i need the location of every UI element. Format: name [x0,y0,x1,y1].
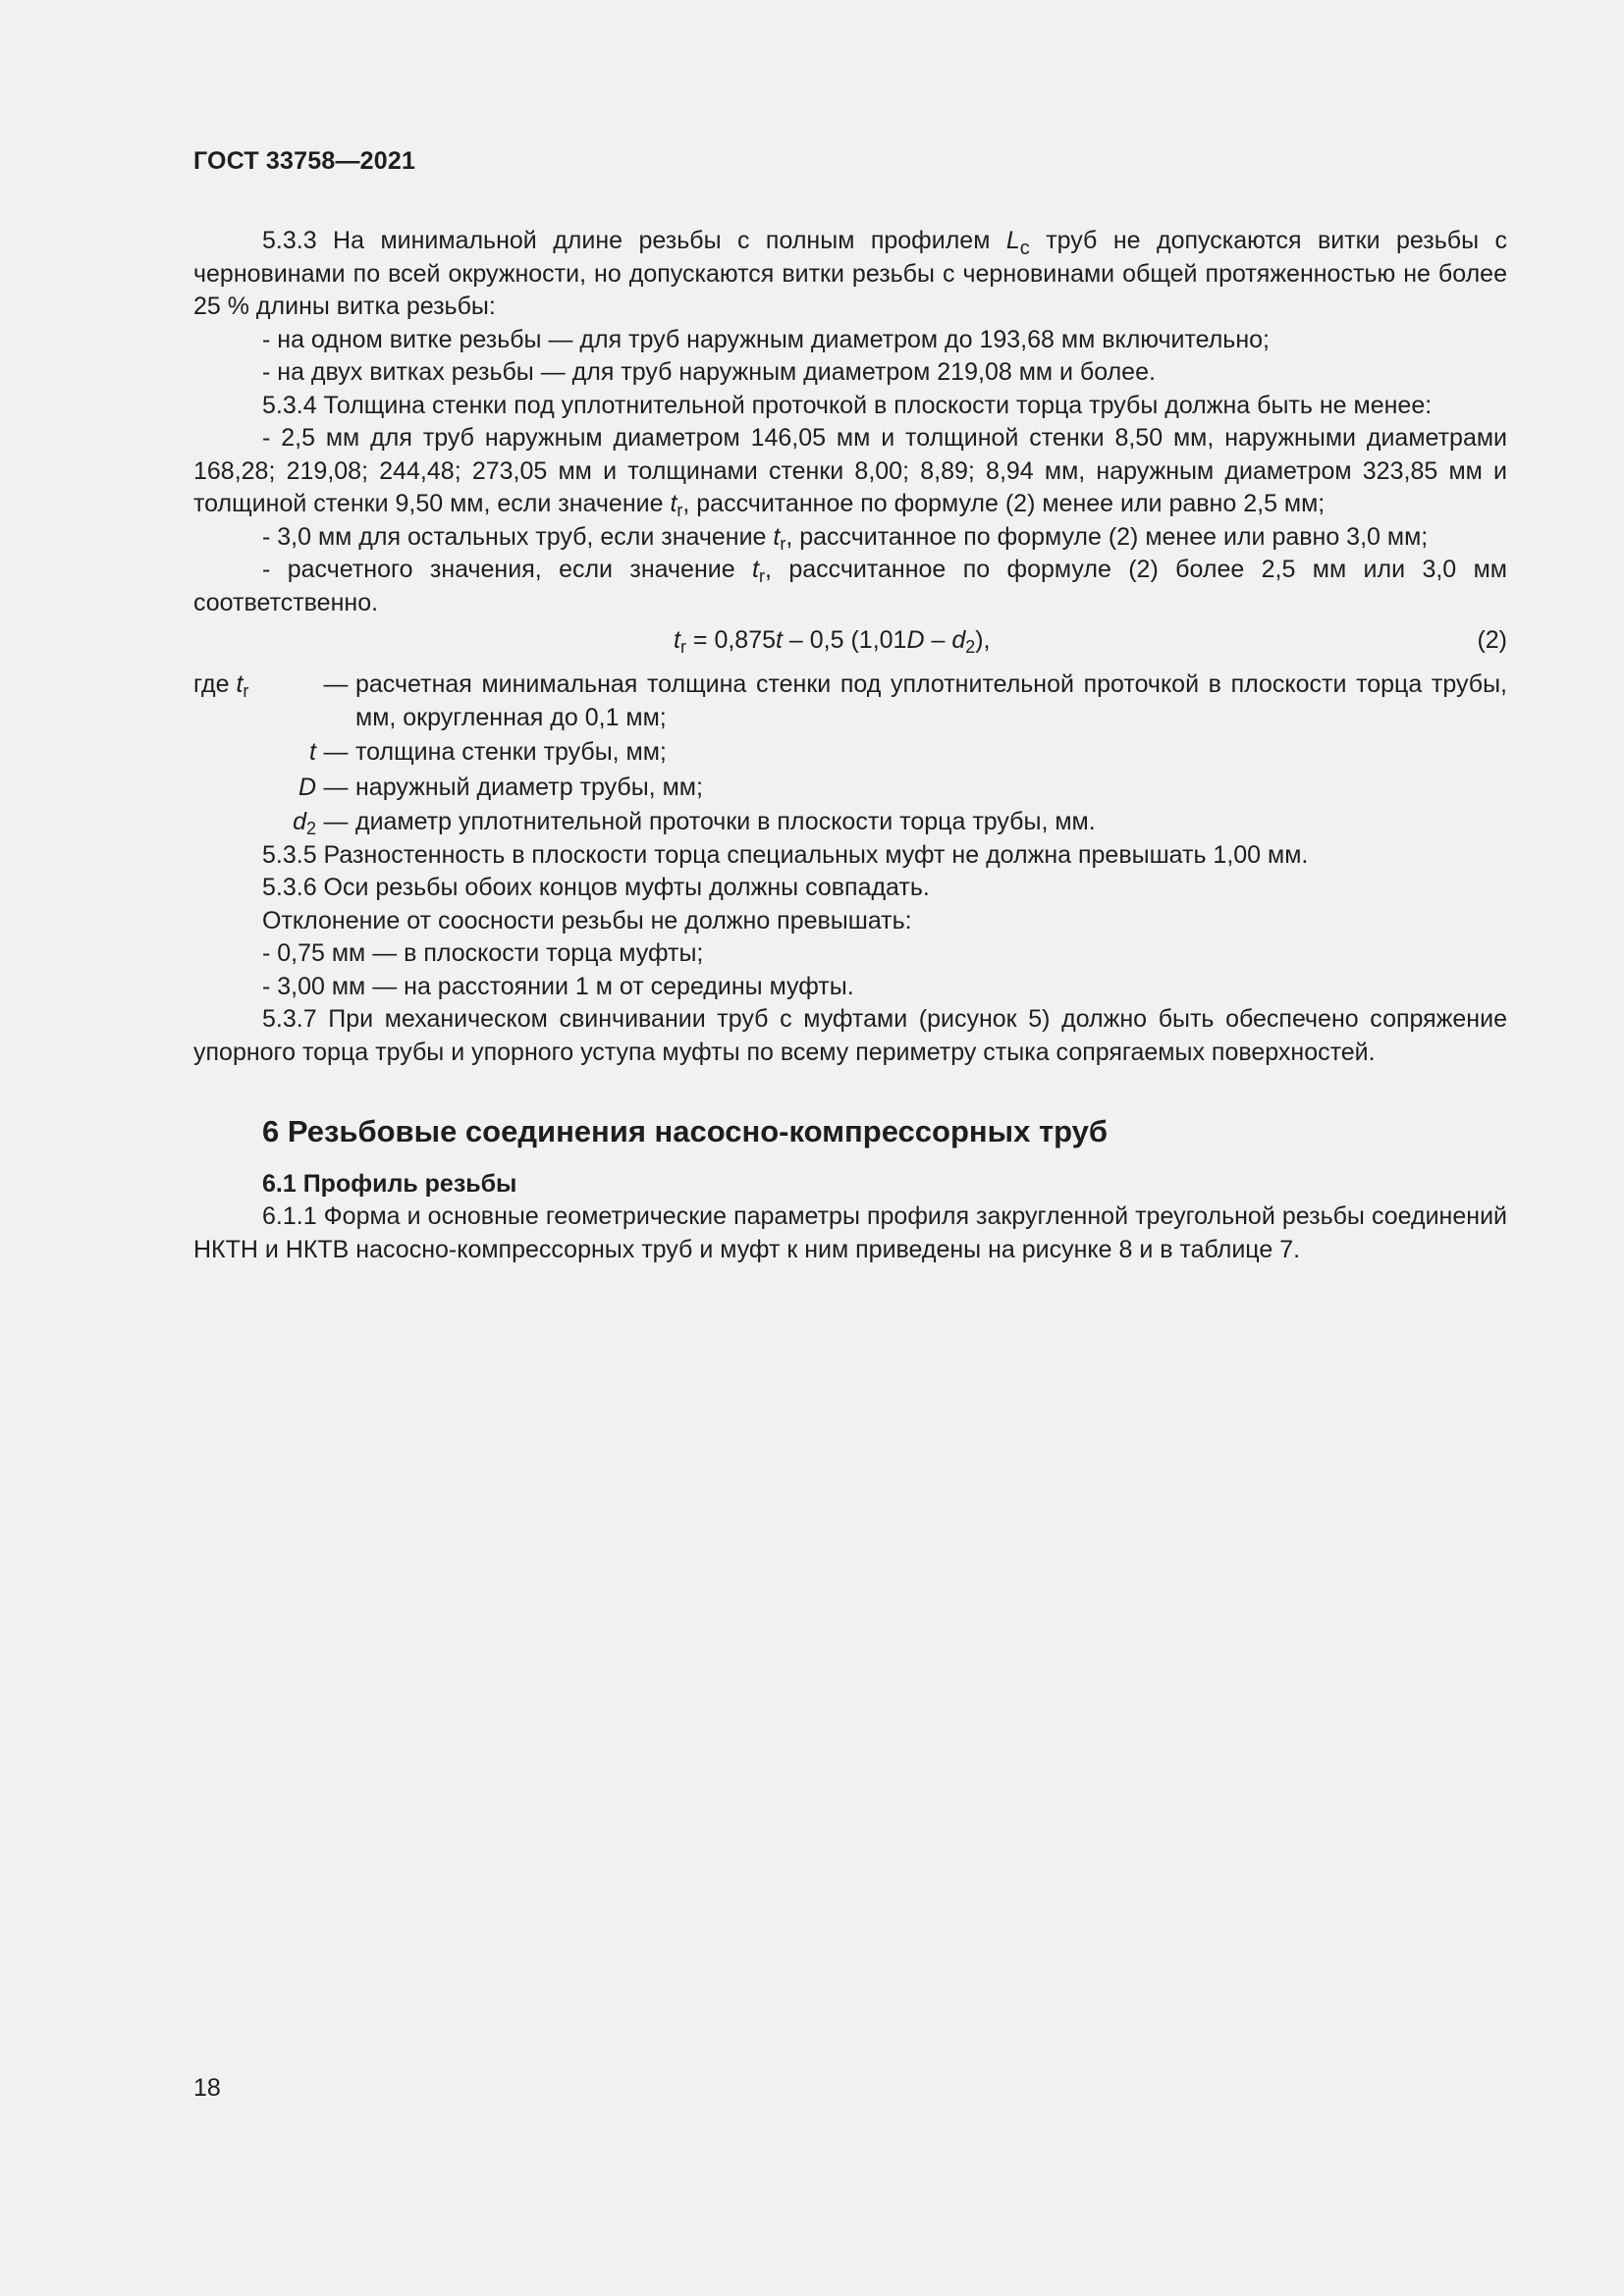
subscript-r: r [679,637,686,657]
definition-text: диаметр уплотнительной проточки в плоскости торца трубы, мм. [355,808,1096,835]
list-item [193,521,1507,555]
definition-term [193,668,316,702]
page-number: 18 [193,2074,221,2102]
definition-term [193,806,316,839]
list-item [193,554,1507,619]
definition-dash: — [323,670,349,698]
definition-text: толщина стенки трубы, мм; [355,738,667,766]
symbol-D: D [906,626,925,654]
text-run: - 3,0 мм для остальных труб, если значение [262,522,774,551]
formula-expression [674,624,991,658]
text-run: - расчетного значения, если значение [262,556,753,583]
formula-part: – 0,5 (1,01 [782,626,907,654]
paragraph-6-1-1: 6.1.1 Форма и основные геометрические параметры профиля закругленной треугольной резьбы соединений НКТН и НКТВ насосно-компрессорных труб и муфт к ним приведены на рисунке 8 и в таблице 7. [193,1202,1507,1263]
document-header: ГОСТ 33758—2021 [193,147,416,175]
symbol-t: t [670,490,677,517]
symbol-t: t [309,738,316,766]
paragraph-5-3-5: 5.3.5 Разностенность в плоскости торца специальных муфт не должна превышать 1,00 мм. [262,840,1309,869]
text-run: , рассчитанное по формуле (2) более 2,5 мм или 3,0 мм соответственно. [193,556,1507,616]
text-run: труб не допускаются витки резьбы с черновинами по всей окружности, но допускаются витки резьбы с черновинами общей протяженностью не более 25 % длины витка резьбы: [193,227,1507,320]
list-item: - 3,00 мм — на расстоянии 1 м от середины муфты. [262,972,854,1000]
definition-term [193,736,316,770]
text-run: - 2,5 мм для труб наружным диаметром 146,05 мм и толщиной стенки 8,50 мм, наружными диаметрами 168,28; 219,08; 244,48; 273,05 мм и толщинами стенки 8,00; 8,89; 8,94 мм, наружным диаметром 323,85 мм и толщиной стенки 9,50 мм, если значение [193,424,1507,517]
subscript-r: r [243,681,249,701]
text-run: , рассчитанное по формуле (2) менее или равно 2,5 мм; [682,490,1326,517]
symbol-t: t [674,626,680,654]
formula-number: (2) [1477,626,1507,654]
subscript-r: r [677,501,683,520]
document-body [193,225,1507,1266]
section-6-heading: 6 Резьбовые соединения насосно-компрессорных труб [262,1114,1109,1148]
list-item: - 0,75 мм — в плоскости торца муфты; [262,939,704,967]
definition-d2 [193,806,1507,839]
subscript-2: 2 [305,819,316,838]
subscript-r: r [780,533,786,554]
symbol-d: d [951,626,966,654]
formula-part: = 0,875 [685,626,777,654]
subscript-c: с [1019,238,1030,259]
list-item: - на двух витках резьбы — для труб наружным диаметром 219,08 мм и более. [262,358,1156,386]
subsection-6-1-heading: 6.1 Профиль резьбы [262,1170,517,1198]
definition-tr [193,668,1507,734]
definition-text: наружный диаметр трубы, мм; [355,773,703,801]
subscript-r: r [758,566,765,586]
text-run: , рассчитанное по формуле (2) менее или равно 3,0 мм; [785,522,1429,551]
definition-dash: — [323,773,349,801]
symbol-t: t [773,522,781,551]
symbol-t: t [236,670,244,698]
paragraph-5-3-3 [193,225,1507,324]
paragraph-5-3-4: 5.3.4 Толщина стенки под уплотнительной проточкой в плоскости торца трубы должна быть не менее: [262,391,1433,419]
definition-dash: — [323,738,349,766]
symbol-L: L [1005,227,1020,254]
formula-2 [193,622,1507,662]
formula-part: – [924,626,952,654]
subscript-2: 2 [965,637,976,657]
list-item: - на одном витке резьбы — для труб наружным диаметром до 193,68 мм включительно; [262,325,1270,353]
definition-term [193,772,316,805]
symbol-d: d [293,808,306,835]
paragraph-text: Отклонение от соосности резьбы не должно превышать: [262,906,912,934]
paragraph-5-3-6: 5.3.6 Оси резьбы обоих концов муфты должны совпадать. [262,874,930,901]
where-label: где [193,670,237,698]
symbol-t: t [752,556,759,583]
list-item [193,422,1507,521]
formula-part: ), [975,626,991,654]
symbol-D: D [298,773,316,801]
symbol-t: t [776,626,783,654]
definition-D [193,772,1507,805]
definition-text: расчетная минимальная толщина стенки под уплотнительной проточкой в плоскости торца трубы, мм, округленная до 0,1 мм; [355,670,1507,731]
definition-dash: — [323,808,349,835]
definition-t [193,736,1507,770]
text-run: 5.3.3 На минимальной длине резьбы с полным профилем [262,227,1006,254]
paragraph-5-3-7: 5.3.7 При механическом свинчивании труб с муфтами (рисунок 5) должно быть обеспечено сопряжение упорного торца трубы и упорного уступа муфты по всему периметру стыка сопрягаемых поверхностей. [193,1005,1507,1066]
formula-definitions [193,668,1507,839]
